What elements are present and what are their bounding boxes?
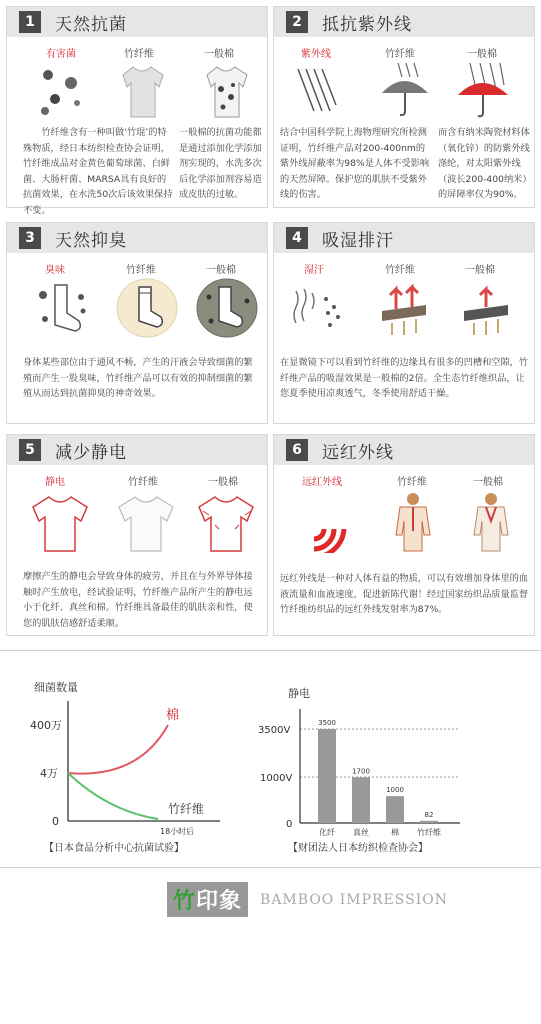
panel-header xyxy=(7,223,267,253)
description: 摩擦产生的静电会导致身体的疲劳，并且在与外界导体接触时产生放电，经试验证明，竹纤维产品所产生的静电远小于化纤、真丝和棉。竹纤维具备最佳的肌肤亲和性，使您的肌肤倍感舒适柔顺。 xyxy=(23,571,253,629)
bar-value-label-0: 3500 xyxy=(318,719,336,727)
ytick-3500v: 3500V xyxy=(258,725,291,736)
label-cotton: 一般棉 xyxy=(208,477,238,488)
bar-3 xyxy=(420,821,438,823)
panel-title: 抵抗紫外线 xyxy=(322,14,412,35)
panel-title: 远红外线 xyxy=(322,442,394,463)
panel-number: 1 xyxy=(19,11,41,33)
bar-value-label-1: 1700 xyxy=(352,767,370,776)
description: 远红外线是一种对人体有益的物质，可以有效增加身体里的血液流量和血液速度，促进新陈代谢！经过国家纺织品质量监督竹纤维纺织品的远红外线发射率为87%。 xyxy=(280,573,529,615)
label-bamboo-fiber: 竹纤维 xyxy=(385,265,415,276)
label-harmful-bacteria: 有害菌 xyxy=(46,49,76,60)
panel-uv-resist xyxy=(273,6,535,208)
panel-deodorize xyxy=(6,222,268,424)
description: 在显微镜下可以看到竹纤维的边缘具有很多的凹槽和空隙，竹纤维产品的吸湿效果是一般棉的2倍。全生态竹纤维织品，让您夏季使用凉爽透气，冬季使用舒适干燥。 xyxy=(280,357,529,399)
person-bamboo-icon xyxy=(392,491,434,553)
label-bamboo-fiber: 竹纤维 xyxy=(126,265,156,276)
bacteria-chart-ylabel: 细菌数量 xyxy=(34,681,78,694)
label-odor: 臭味 xyxy=(45,265,65,276)
label-cotton: 一般棉 xyxy=(204,49,234,60)
label-static: 静电 xyxy=(45,477,65,488)
label-bamboo-fiber: 竹纤维 xyxy=(128,477,158,488)
brand-cn-main: 竹 xyxy=(173,889,197,914)
label-cotton: 一般棉 xyxy=(465,265,495,276)
odor-sock-icon xyxy=(33,279,93,339)
brand-en: BAMBOO IMPRESSION xyxy=(260,891,448,908)
static-bar-chart xyxy=(250,701,470,841)
bar-value-label-3: 82 xyxy=(424,810,434,819)
description-left: 竹纤维含有一种叫做‘竹琨’的特殊物质，经日本纺织检查协会证明，竹纤维成品对金黄色葡萄球菌、白鲜菌、大肠杆菌、MARSA具有良好的抗菌效果，在水洗50次后该效果保持不变。 xyxy=(23,127,173,216)
label-cotton: 一般棉 xyxy=(206,265,236,276)
category-label-0: 化纤 xyxy=(319,828,335,837)
label-bamboo-fiber: 竹纤维 xyxy=(397,477,427,488)
panel-number: 4 xyxy=(286,227,308,249)
ytick-0: 0 xyxy=(286,819,293,830)
panel-header xyxy=(274,223,534,253)
description-left: 结合中国科学院上海物理研究所检测证明，竹纤维产品对200-400nm的紫外线屏蔽率为98%是人体不受影响的天然屏障。保护您的肌肤不受紫外线的伤害。 xyxy=(280,127,430,200)
panel-header xyxy=(7,435,267,465)
panel-number: 3 xyxy=(19,227,41,249)
series-bamboo-label: 竹纤维 xyxy=(168,802,205,816)
series-cotton-line xyxy=(68,725,168,774)
label-far-infrared: 远红外线 xyxy=(302,477,342,488)
description-right: 一般棉的抗菌功能都是通过添加化学添加剂实现的，水洗多次后化学添加剂容易造成皮肤的过敏。 xyxy=(179,127,262,200)
brand-cn xyxy=(167,882,248,917)
bacteria-line-chart xyxy=(0,691,260,841)
sock-bamboo-icon xyxy=(115,277,179,339)
ytick-4w: 4万 xyxy=(40,767,58,780)
panel-title: 吸湿排汗 xyxy=(322,230,394,251)
tshirt-cotton-icon xyxy=(195,495,257,553)
brand-cn-rest: 印象 xyxy=(196,889,243,914)
label-cotton: 一般棉 xyxy=(473,477,503,488)
cotton-fabric-wicking-icon xyxy=(460,283,512,337)
infrared-waves-icon xyxy=(306,503,356,553)
label-bamboo-fiber: 竹纤维 xyxy=(124,49,154,60)
static-chart-caption: 【财团法人日本纺织检查协会】 xyxy=(288,843,428,854)
xtick-18h: 18小时后 xyxy=(160,827,195,836)
tshirt-bamboo-icon xyxy=(115,495,177,553)
tshirt-clean-icon xyxy=(119,65,165,119)
description: 身体某些部位由于通风不畅，产生的汗液会导致细菌的繁殖而产生一股臭味，竹纤维产品可以有效的抑制细菌的繁殖从而达到抗菌抑臭的神奇效果。 xyxy=(23,357,253,399)
category-label-1: 真丝 xyxy=(353,828,369,837)
uv-rays-icon xyxy=(294,65,338,115)
static-chart-ylabel: 静电 xyxy=(288,687,310,700)
umbrella-red-icon xyxy=(454,63,510,119)
category-label-3: 竹纤维 xyxy=(417,828,441,837)
bamboo-fabric-wicking-icon xyxy=(378,283,430,337)
panel-header xyxy=(7,7,267,37)
series-bamboo-line xyxy=(68,773,158,819)
chart-section xyxy=(0,650,541,868)
panel-title: 天然抑臭 xyxy=(55,230,127,251)
series-cotton-label: 棉 xyxy=(166,708,180,723)
bacteria-chart-caption: 【日本食品分析中心抗菌试验】 xyxy=(44,843,184,854)
person-cotton-icon xyxy=(470,491,512,553)
panel-number: 6 xyxy=(286,439,308,461)
tshirt-static-icon xyxy=(29,495,91,553)
panel-title: 减少静电 xyxy=(55,442,127,463)
umbrella-grey-icon xyxy=(376,63,432,119)
bar-1 xyxy=(352,777,370,823)
panel-far-infrared xyxy=(273,434,535,636)
description-right: 而含有纳米陶瓷材料体（氧化锌）的防紫外线涤纶，对太阳紫外线（波长200-400纳米）的屏障率仅为90%。 xyxy=(438,127,530,200)
panel-title: 天然抗菌 xyxy=(55,14,127,35)
label-sweat: 湿汗 xyxy=(304,265,324,276)
sweat-icon xyxy=(290,285,346,335)
ytick-0: 0 xyxy=(52,815,59,828)
label-uv: 紫外线 xyxy=(301,49,331,60)
ytick-400w: 400万 xyxy=(30,719,62,732)
bacteria-icon xyxy=(33,65,89,117)
panel-number: 5 xyxy=(19,439,41,461)
brand-logo xyxy=(167,882,448,917)
bar-2 xyxy=(386,796,404,823)
panel-number: 2 xyxy=(286,11,308,33)
panel-antistatic xyxy=(6,434,268,636)
category-label-2: 棉 xyxy=(391,828,399,837)
panel-header xyxy=(274,435,534,465)
panel-header xyxy=(274,7,534,37)
bar-0 xyxy=(318,729,336,823)
sock-cotton-icon xyxy=(195,277,259,339)
panel-antibacterial xyxy=(6,6,268,216)
bar-value-label-2: 1000 xyxy=(386,786,404,795)
panel-moisture-wicking xyxy=(273,222,535,424)
ytick-1000v: 1000V xyxy=(260,773,293,784)
label-cotton: 一般棉 xyxy=(467,49,497,60)
tshirt-bacteria-icon xyxy=(203,65,249,119)
label-bamboo-fiber: 竹纤维 xyxy=(385,49,415,60)
